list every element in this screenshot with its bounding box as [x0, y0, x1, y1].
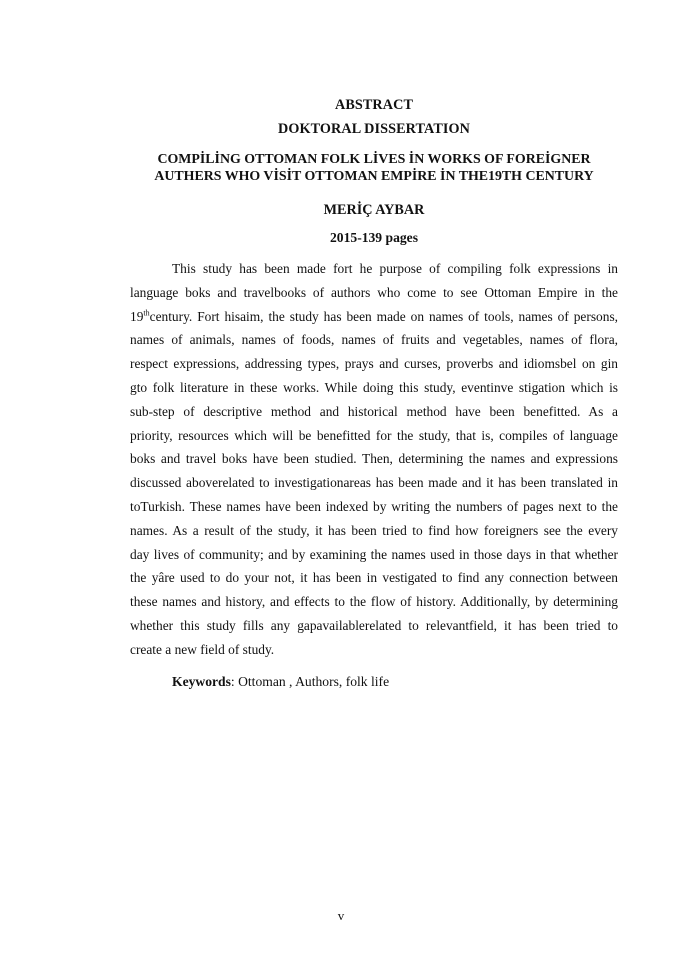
body-line — [130, 305, 618, 329]
body-line: discussed aboverelated to investigationareas has been made and it has been translated in — [130, 475, 618, 491]
abstract-body — [130, 257, 618, 662]
abstract-heading: ABSTRACT — [334, 97, 414, 113]
author-name: MERİÇ AYBAR — [323, 202, 425, 218]
body-line: create a new field of study. — [130, 641, 275, 657]
thesis-title-line-2: AUTHERS WHO VİSİT OTTOMAN EMPİRE İN THE19TH CENTURY — [154, 169, 594, 184]
body-line: language boks and travelbooks of authors who come to see Ottoman Empire in the — [130, 284, 618, 300]
body-line: boks and travel boks have been studied. Then, determining the names and expressions — [130, 451, 618, 467]
page-number: v — [337, 908, 345, 923]
body-line: whether this study fills any gapavailablerelated to relevantfield, it has been tried to — [130, 617, 618, 633]
body-line: these names and history, and effects to the flow of history. Additionally, by determining — [130, 594, 618, 610]
body-line: names. As a result of the study, it has been tried to find how foreigners see the every — [130, 522, 618, 538]
body-line: This study has been made fort he purpose of compiling folk expressions in — [172, 261, 618, 276]
body-line: sub-step of descriptive method and historical method have been benefitted. As a — [130, 403, 618, 419]
keywords-line — [172, 673, 389, 691]
century-number: 19 — [130, 308, 144, 324]
body-line: day lives of community; and by examining the names used in those days in that whether — [130, 546, 618, 562]
body-line: toTurkish. These names have been indexed by writing the numbers of pages next to the — [130, 498, 618, 514]
body-line: gto folk literature in these works. While doing this study, eventinve stigation which is — [130, 379, 618, 395]
body-line: respect expressions, addressing types, prays and curses, proverbs and idiomsbel on gin — [130, 356, 618, 372]
page-count: 2015-139 pages — [330, 230, 418, 245]
body-line: the yâre used to do your not, it has been in vestigated to find any connection between — [130, 570, 618, 586]
body-line: priority, resources which will be benefitted for the study, that is, compiles of language — [130, 427, 618, 443]
keywords-label: Keywords — [172, 674, 231, 689]
thesis-title-line-1: COMPİLİNG OTTOMAN FOLK LİVES İN WORKS OF FOREİGNER — [157, 152, 591, 167]
keywords-text: : Ottoman , Authors, folk life — [230, 674, 390, 689]
ordinal-suffix: th — [143, 308, 150, 318]
body-line-text: century. Fort hisaim, the study has been made on names of tools, names of persons, — [149, 308, 618, 324]
dissertation-heading: DOKTORAL DISSERTATION — [278, 121, 470, 137]
body-line: names of animals, names of foods, names of fruits and vegetables, names of flora, — [130, 332, 618, 348]
